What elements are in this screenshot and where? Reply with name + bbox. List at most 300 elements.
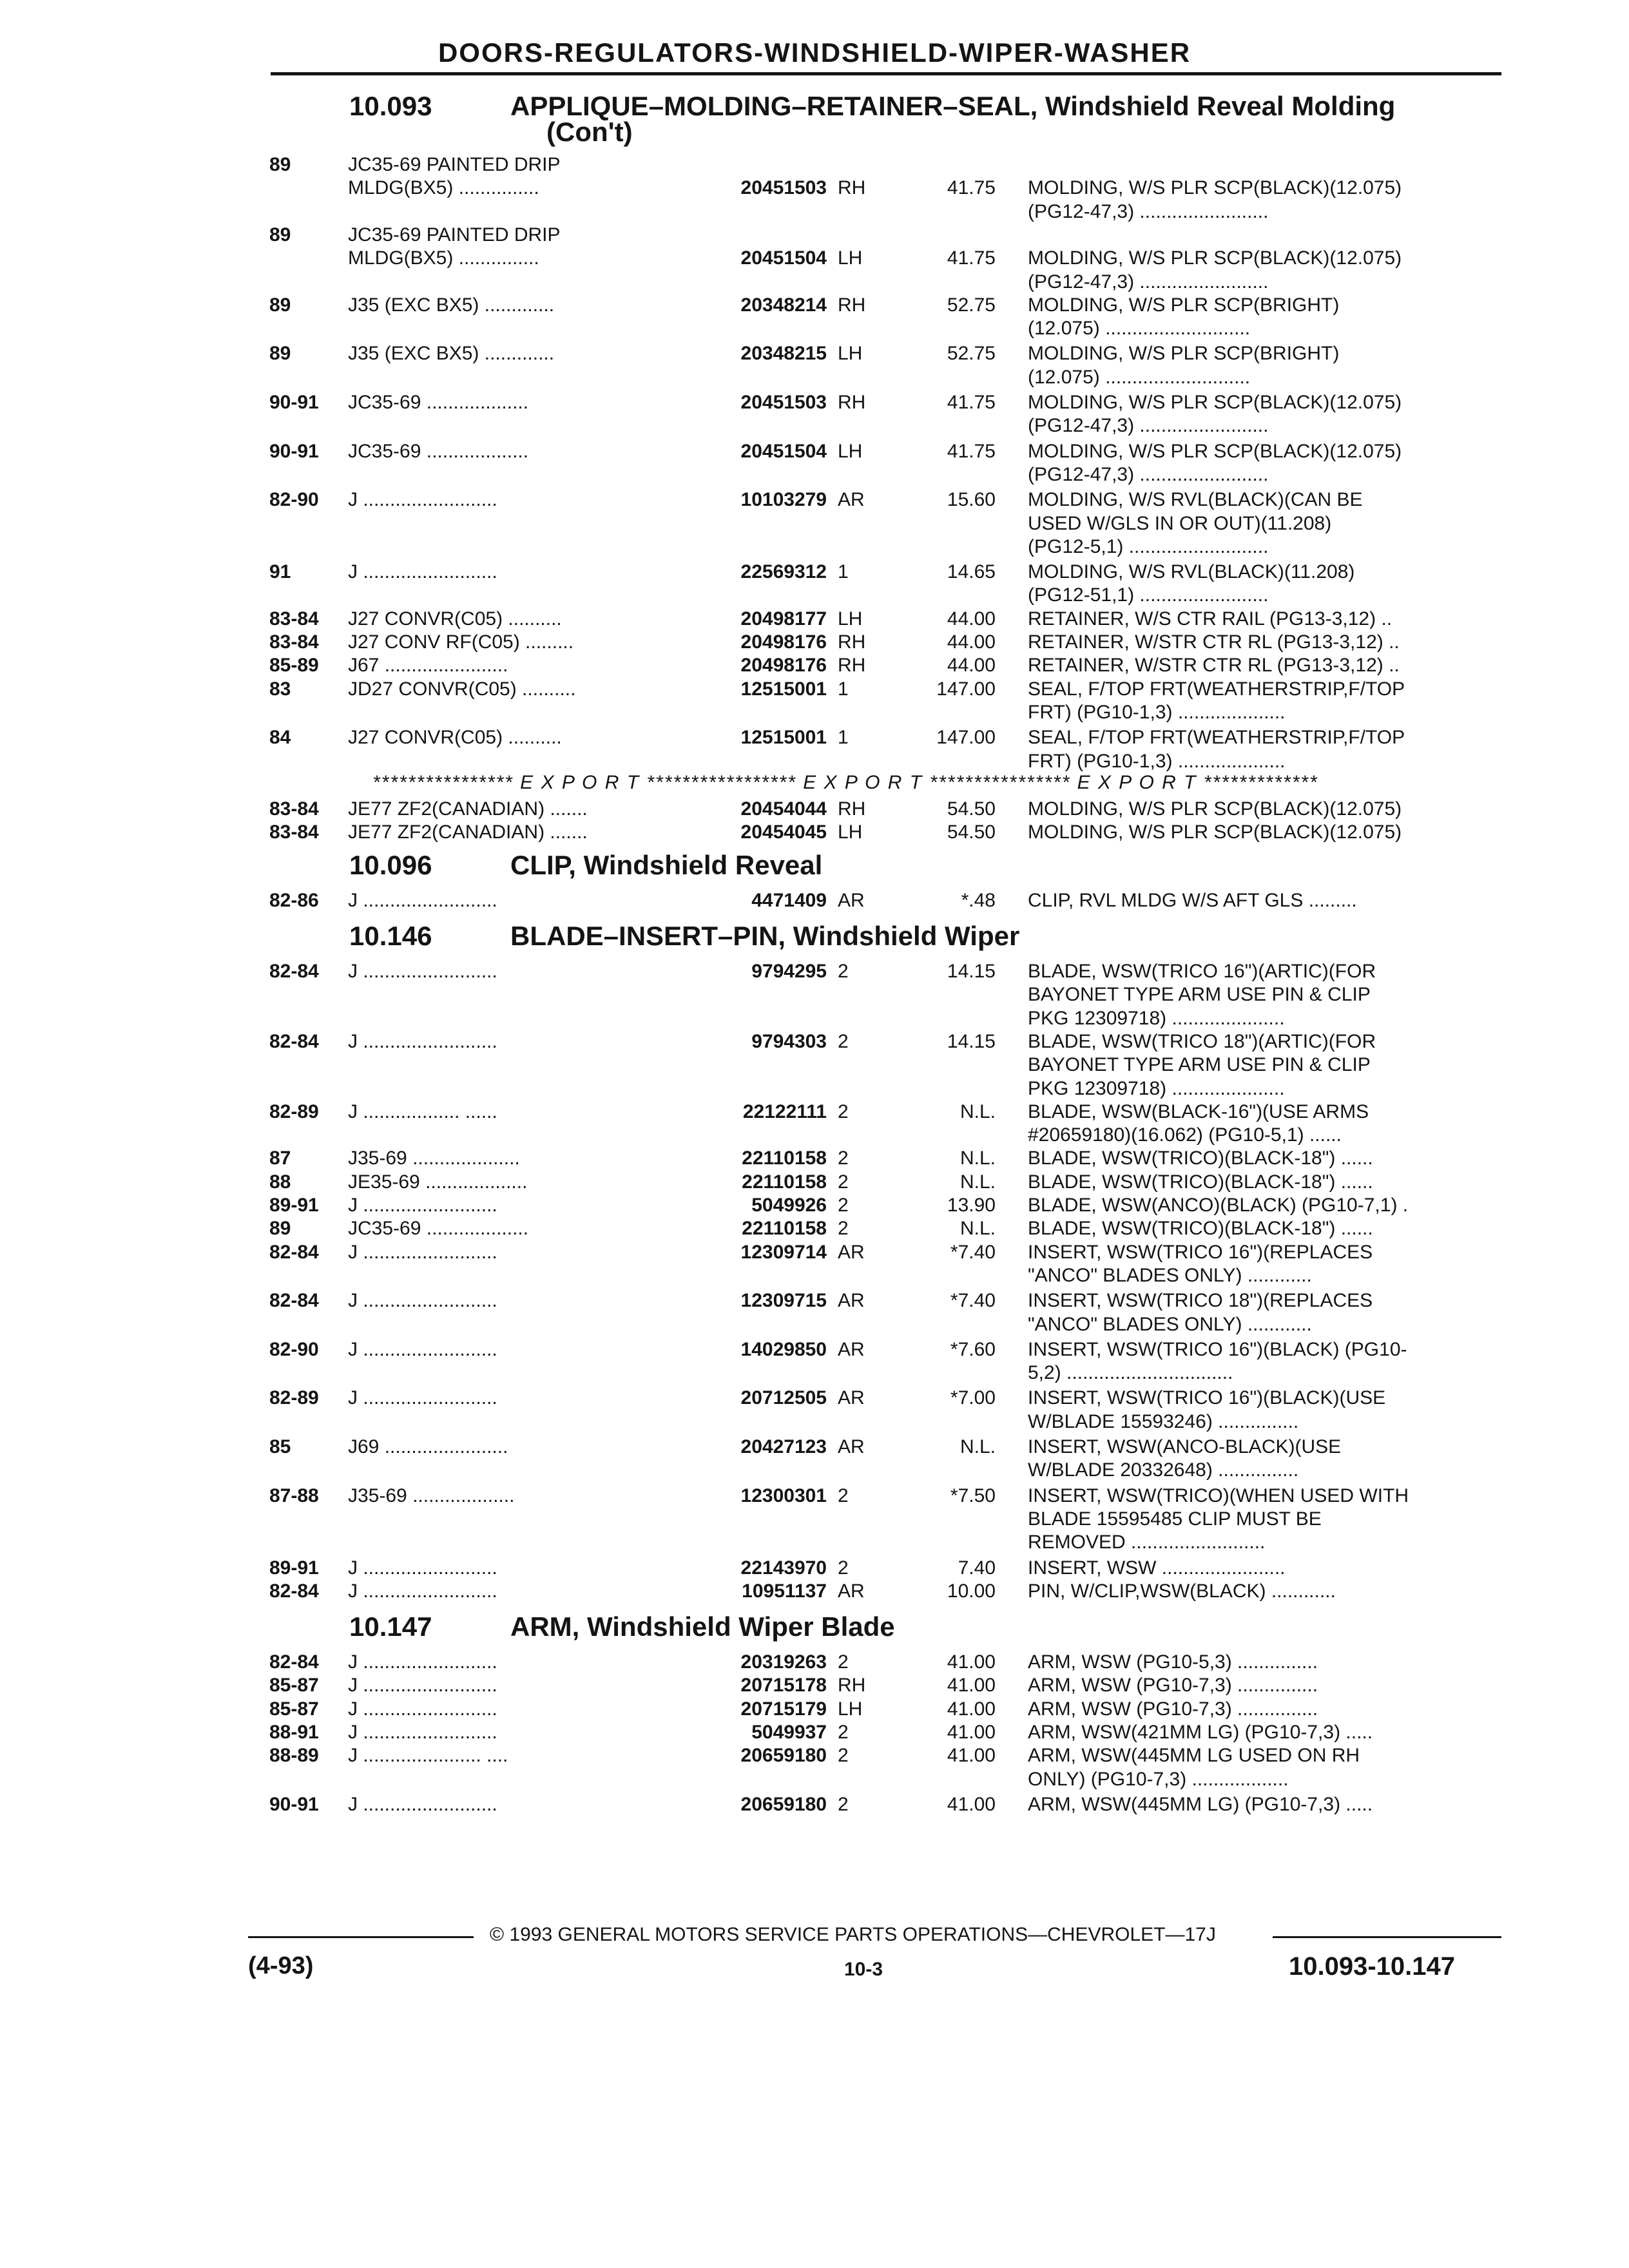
model-year: 89 (269, 224, 291, 245)
quantity: RH (838, 294, 866, 316)
price: 41.75 (947, 247, 996, 269)
model-year: 82-84 (269, 1241, 319, 1263)
part-number: 22122111 (742, 1100, 827, 1122)
part-number: 20451504 (740, 247, 827, 269)
application: J ......................... (348, 1290, 497, 1312)
part-description: PKG 12309718) ..................... (1028, 1007, 1285, 1029)
part-description: #20659180)(16.062) (PG10-5,1) ...... (1028, 1124, 1342, 1146)
part-description: "ANCO" BLADES ONLY) ............ (1028, 1313, 1312, 1335)
model-year: 82-84 (269, 1580, 319, 1602)
price: 41.00 (947, 1745, 996, 1767)
price: N.L. (959, 1218, 996, 1240)
table-row (0, 960, 1629, 983)
section-continued-label: (Con't) (546, 117, 633, 147)
price: *7.50 (950, 1485, 996, 1506)
model-year: 84 (269, 727, 291, 749)
footer-rule-left (248, 1936, 474, 1938)
model-year: 89 (269, 294, 291, 316)
quantity: LH (838, 1698, 863, 1720)
price: 41.75 (947, 440, 996, 462)
table-row (0, 1171, 1629, 1194)
section-number: 10.147 (349, 1611, 432, 1642)
part-description: BAYONET TYPE ARM USE PIN & CLIP (1028, 1054, 1371, 1076)
table-row (0, 488, 1629, 512)
part-description: W/BLADE 20332648) ............... (1028, 1459, 1299, 1481)
application: JC35-69 PAINTED DRIP (348, 224, 561, 245)
part-description: MOLDING, W/S PLR SCP(BLACK)(12.075) (1028, 247, 1402, 269)
model-year: 83-84 (269, 631, 319, 653)
table-row (0, 224, 1629, 247)
application: J ......................... (348, 1651, 497, 1673)
part-description: BLADE 15595485 CLIP MUST BE (1028, 1508, 1322, 1530)
model-year: 89 (269, 1218, 291, 1240)
table-row (0, 561, 1629, 584)
application: JC35-69 ................... (348, 1218, 529, 1240)
price: N.L. (959, 1171, 996, 1193)
part-description: INSERT, WSW(TRICO 16")(BLACK)(USE (1028, 1387, 1386, 1409)
model-year: 82-86 (269, 890, 319, 911)
table-row (0, 414, 1629, 437)
part-description: RETAINER, W/STR CTR RL (PG13-3,12) .. (1028, 655, 1400, 677)
table-row (0, 1651, 1629, 1674)
table-row (0, 1531, 1629, 1554)
table-row (0, 200, 1629, 224)
part-number: 22569312 (740, 561, 827, 583)
application: J ......................... (348, 489, 497, 511)
quantity: 2 (838, 1721, 849, 1743)
footer-page-number: 10-3 (844, 1959, 883, 1980)
part-number: 22110158 (742, 1148, 827, 1169)
part-description: MOLDING, W/S PLR SCP(BRIGHT) (1028, 294, 1340, 316)
model-year: 82-89 (269, 1387, 319, 1409)
table-row (0, 1361, 1629, 1385)
part-description: PKG 12309718) ..................... (1028, 1077, 1285, 1099)
footer-rule-right (1273, 1936, 1501, 1938)
quantity: 1 (838, 727, 849, 749)
model-year: 88 (269, 1171, 291, 1193)
model-year: 88-91 (269, 1721, 319, 1743)
quantity: 2 (838, 1218, 849, 1240)
table-row (0, 1124, 1629, 1147)
model-year: 85-87 (269, 1698, 319, 1720)
model-year: 85-89 (269, 655, 319, 677)
application: J ......................... (348, 1030, 497, 1052)
quantity: RH (838, 1675, 866, 1696)
part-description: ARM, WSW (PG10-7,3) ............... (1028, 1698, 1318, 1720)
quantity: 2 (838, 1793, 849, 1815)
part-number: 5049926 (751, 1195, 827, 1216)
model-year: 82-90 (269, 489, 319, 511)
section-title: BLADE–INSERT–PIN, Windshield Wiper (510, 921, 1020, 951)
table-row (0, 750, 1629, 773)
part-number: 4471409 (751, 890, 827, 911)
quantity: 1 (838, 678, 849, 700)
quantity: AR (838, 1338, 865, 1360)
quantity: RH (838, 177, 866, 199)
quantity: LH (838, 608, 863, 629)
part-number: 12515001 (740, 678, 827, 700)
section-title: CLIP, Windshield Reveal (510, 850, 823, 880)
table-row (0, 463, 1629, 486)
table-row (0, 1721, 1629, 1744)
application: J ......................... (348, 1793, 497, 1815)
part-description: (PG12-47,3) ........................ (1028, 415, 1269, 437)
part-description: (PG12-47,3) ........................ (1028, 200, 1269, 222)
model-year: 82-84 (269, 1651, 319, 1673)
application: J ......................... (348, 1338, 497, 1360)
application: J35-69 .................... (348, 1148, 520, 1169)
quantity: AR (838, 1580, 865, 1602)
part-number: 20498176 (740, 631, 827, 653)
price: 41.00 (947, 1698, 996, 1720)
quantity: LH (838, 247, 863, 269)
part-description: INSERT, WSW ....................... (1028, 1557, 1286, 1579)
model-year: 82-84 (269, 961, 319, 982)
part-number: 20715178 (740, 1675, 827, 1696)
part-number: 20451503 (740, 392, 827, 413)
table-row (0, 1147, 1629, 1170)
section-title: APPLIQUE–MOLDING–RETAINER–SEAL, Windshield Reveal Molding (510, 91, 1396, 121)
part-description: W/BLADE 15593246) ............... (1028, 1410, 1299, 1432)
price: 147.00 (936, 727, 996, 749)
table-row (0, 654, 1629, 677)
table-row (0, 177, 1629, 200)
model-year: 89 (269, 343, 291, 365)
table-row (0, 1387, 1629, 1410)
table-row (0, 391, 1629, 414)
application: J ......................... (348, 1387, 497, 1409)
table-row (0, 726, 1629, 749)
application: J ......................... (348, 561, 497, 583)
quantity: AR (838, 890, 865, 911)
model-year: 87-88 (269, 1485, 319, 1506)
page-header-title: DOORS-REGULATORS-WINDSHIELD-WIPER-WASHER (438, 37, 1191, 68)
part-description: BLADE, WSW(ANCO)(BLACK) (PG10-7,1) . (1028, 1195, 1409, 1216)
part-number: 20451504 (740, 440, 827, 462)
quantity: 2 (838, 1030, 849, 1052)
price: 7.40 (958, 1557, 996, 1579)
application: J ......................... (348, 961, 497, 982)
part-description: INSERT, WSW(ANCO-BLACK)(USE (1028, 1436, 1342, 1457)
application: J35 (EXC BX5) ............. (348, 294, 555, 316)
price: 41.75 (947, 177, 996, 199)
table-row (0, 608, 1629, 631)
application: J ......................... (348, 1580, 497, 1602)
model-year: 85 (269, 1436, 291, 1457)
part-number: 9794303 (751, 1030, 827, 1052)
footer-date-code: (4-93) (248, 1952, 314, 1979)
quantity: 1 (838, 561, 849, 583)
application: J ......................... (348, 1721, 497, 1743)
application: MLDG(BX5) ............... (348, 247, 539, 269)
part-description: MOLDING, W/S PLR SCP(BLACK)(12.075) (1028, 822, 1402, 843)
application: J27 CONV RF(C05) ......... (348, 631, 574, 653)
table-row (0, 1053, 1629, 1077)
price: 41.00 (947, 1793, 996, 1815)
part-number: 10951137 (742, 1580, 827, 1602)
quantity: 2 (838, 1745, 849, 1767)
model-year: 90-91 (269, 440, 319, 462)
quantity: RH (838, 631, 866, 653)
model-year: 89-91 (269, 1195, 319, 1216)
section-number: 10.093 (349, 91, 432, 121)
price: 44.00 (947, 608, 996, 629)
part-number: 12515001 (740, 727, 827, 749)
application: JC35-69 ................... (348, 440, 529, 462)
part-description: BLADE, WSW(BLACK-16")(USE ARMS (1028, 1100, 1369, 1122)
part-description: MOLDING, W/S PLR SCP(BLACK)(12.075) (1028, 440, 1402, 462)
price: 10.00 (947, 1580, 996, 1602)
quantity: 2 (838, 1557, 849, 1579)
table-row (0, 1194, 1629, 1217)
table-row (0, 1557, 1629, 1580)
part-description: FRT) (PG10-1,3) .................... (1028, 750, 1286, 772)
table-row (0, 678, 1629, 701)
quantity: 2 (838, 1171, 849, 1193)
table-row (0, 153, 1629, 177)
application: J35 (EXC BX5) ............. (348, 343, 555, 365)
quantity: RH (838, 798, 866, 820)
price: 54.50 (947, 798, 996, 820)
part-description: MOLDING, W/S PLR SCP(BLACK)(12.075) (1028, 177, 1402, 199)
part-description: ARM, WSW(445MM LG) (PG10-7,3) ..... (1028, 1793, 1373, 1815)
application: JD27 CONVR(C05) .......... (348, 678, 576, 700)
quantity: 2 (838, 961, 849, 982)
table-row (0, 1100, 1629, 1124)
part-number: 20498177 (740, 608, 827, 629)
price: 147.00 (936, 678, 996, 700)
part-number: 20454045 (740, 822, 827, 843)
part-description: ARM, WSW(445MM LG USED ON RH (1028, 1745, 1360, 1767)
part-description: BLADE, WSW(TRICO 18")(ARTIC)(FOR (1028, 1030, 1376, 1052)
table-row (0, 1410, 1629, 1434)
part-description: (PG12-51,1) ........................ (1028, 584, 1269, 606)
part-number: 20715179 (740, 1698, 827, 1720)
section-title: ARM, Windshield Wiper Blade (510, 1611, 895, 1642)
application: J67 ....................... (348, 655, 508, 677)
table-row (0, 1485, 1629, 1508)
application: JE77 ZF2(CANADIAN) ....... (348, 822, 588, 843)
price: *7.60 (950, 1338, 996, 1360)
part-number: 22110158 (742, 1171, 827, 1193)
price: 41.75 (947, 392, 996, 413)
part-description: MOLDING, W/S PLR SCP(BRIGHT) (1028, 343, 1340, 365)
model-year: 85-87 (269, 1675, 319, 1696)
model-year: 88-89 (269, 1745, 319, 1767)
table-row (0, 1030, 1629, 1053)
table-row (0, 342, 1629, 365)
footer-copyright: © 1993 GENERAL MOTORS SERVICE PARTS OPERATIONS—CHEVROLET—17J (490, 1924, 1216, 1945)
model-year: 87 (269, 1148, 291, 1169)
part-number: 20659180 (740, 1793, 827, 1815)
quantity: AR (838, 1436, 865, 1457)
part-description: 5,2) ............................... (1028, 1362, 1233, 1384)
part-number: 9794295 (751, 961, 827, 982)
part-description: MOLDING, W/S RVL(BLACK)(CAN BE (1028, 489, 1363, 511)
part-number: 20454044 (740, 798, 827, 820)
table-row (0, 1217, 1629, 1240)
model-year: 82-90 (269, 1338, 319, 1360)
model-year: 83-84 (269, 822, 319, 843)
part-number: 12309714 (740, 1241, 827, 1263)
model-year: 83-84 (269, 798, 319, 820)
table-row (0, 1580, 1629, 1603)
table-row (0, 584, 1629, 607)
part-description: (PG12-47,3) ........................ (1028, 463, 1269, 485)
part-number: 20319263 (740, 1651, 827, 1673)
part-number: 14029850 (740, 1338, 827, 1360)
table-row (0, 512, 1629, 535)
part-description: SEAL, F/TOP FRT(WEATHERSTRIP,F/TOP (1028, 678, 1405, 700)
part-description: (12.075) ........................... (1028, 318, 1251, 340)
application: JC35-69 PAINTED DRIP (348, 154, 561, 175)
table-row (0, 535, 1629, 559)
quantity: LH (838, 343, 863, 365)
part-description: REMOVED ......................... (1028, 1532, 1266, 1553)
table-row (0, 271, 1629, 294)
part-description: INSERT, WSW(TRICO 16")(BLACK) (PG10- (1028, 1338, 1407, 1360)
model-year: 90-91 (269, 392, 319, 413)
part-number: 12300301 (740, 1485, 827, 1506)
table-row (0, 631, 1629, 654)
application: J ......................... (348, 1698, 497, 1720)
table-row (0, 440, 1629, 463)
quantity: AR (838, 1241, 865, 1263)
price: 41.00 (947, 1721, 996, 1743)
quantity: AR (838, 1387, 865, 1409)
price: 54.50 (947, 822, 996, 843)
table-row (0, 294, 1629, 317)
part-number: 22110158 (742, 1218, 827, 1240)
part-number: 20348215 (740, 343, 827, 365)
part-description: MOLDING, W/S PLR SCP(BLACK)(12.075) (1028, 798, 1402, 820)
table-row (0, 1313, 1629, 1336)
table-row (0, 1436, 1629, 1459)
price: 41.00 (947, 1651, 996, 1673)
part-number: 20427123 (740, 1436, 827, 1457)
part-description: ARM, WSW (PG10-5,3) ............... (1028, 1651, 1318, 1673)
table-row (0, 1289, 1629, 1312)
table-row (0, 366, 1629, 389)
price: 44.00 (947, 655, 996, 677)
model-year: 83 (269, 678, 291, 700)
table-row (0, 889, 1629, 912)
part-description: PIN, W/CLIP,WSW(BLACK) ............ (1028, 1580, 1336, 1602)
price: 14.65 (947, 561, 996, 583)
part-description: (PG12-5,1) .......................... (1028, 535, 1269, 557)
quantity: RH (838, 655, 866, 677)
part-description: INSERT, WSW(TRICO 18")(REPLACES (1028, 1290, 1373, 1312)
application: J .................. ...... (348, 1100, 497, 1122)
table-row (0, 1077, 1629, 1100)
part-number: 22143970 (740, 1557, 827, 1579)
price: N.L. (959, 1436, 996, 1457)
table-row (0, 247, 1629, 270)
quantity: 2 (838, 1195, 849, 1216)
part-description: FRT) (PG10-1,3) .................... (1028, 701, 1286, 723)
model-year: 89-91 (269, 1557, 319, 1579)
table-row (0, 1674, 1629, 1697)
table-row (0, 1793, 1629, 1816)
application: J27 CONVR(C05) .......... (348, 727, 562, 749)
section-number: 10.146 (349, 921, 432, 951)
price: 15.60 (947, 489, 996, 511)
part-description: RETAINER, W/STR CTR RL (PG13-3,12) .. (1028, 631, 1400, 653)
model-year: 82-84 (269, 1290, 319, 1312)
part-number: 5049937 (751, 1721, 827, 1743)
table-row (0, 1007, 1629, 1030)
application: MLDG(BX5) ............... (348, 177, 539, 199)
application: J69 ....................... (348, 1436, 508, 1457)
model-year: 89 (269, 154, 291, 175)
application: J ......................... (348, 1557, 497, 1579)
part-number: 20712505 (740, 1387, 827, 1409)
part-description: INSERT, WSW(TRICO 16")(REPLACES (1028, 1241, 1373, 1263)
part-number: 20348214 (740, 294, 827, 316)
part-description: ARM, WSW (PG10-7,3) ............... (1028, 1675, 1318, 1696)
table-row (0, 1768, 1629, 1791)
price: *7.00 (950, 1387, 996, 1409)
table-row (0, 701, 1629, 724)
price: 52.75 (947, 343, 996, 365)
application: J ......................... (348, 1195, 497, 1216)
quantity: RH (838, 392, 866, 413)
part-description: ONLY) (PG10-7,3) .................. (1028, 1768, 1289, 1790)
part-description: MOLDING, W/S PLR SCP(BLACK)(12.075) (1028, 392, 1402, 413)
part-description: SEAL, F/TOP FRT(WEATHERSTRIP,F/TOP (1028, 727, 1405, 749)
quantity: 2 (838, 1100, 849, 1122)
price: *7.40 (950, 1290, 996, 1312)
model-year: 83-84 (269, 608, 319, 629)
table-row (0, 983, 1629, 1006)
application: J ......................... (348, 1675, 497, 1696)
part-description: (12.075) ........................... (1028, 366, 1251, 388)
model-year: 82-89 (269, 1100, 319, 1122)
application: J ......................... (348, 890, 497, 911)
application: JC35-69 ................... (348, 392, 529, 413)
application: JE35-69 ................... (348, 1171, 528, 1193)
quantity: 2 (838, 1651, 849, 1673)
table-row (0, 1241, 1629, 1264)
quantity: 2 (838, 1485, 849, 1506)
table-row (0, 1508, 1629, 1531)
price: 52.75 (947, 294, 996, 316)
export-banner: **************** E X P O R T ***************** E X P O R T **************** E X P O R T ************* (372, 772, 1318, 793)
table-row (0, 1264, 1629, 1287)
part-description: BLADE, WSW(TRICO)(BLACK-18") ...... (1028, 1148, 1373, 1169)
price: N.L. (959, 1148, 996, 1169)
quantity: AR (838, 489, 865, 511)
part-description: BLADE, WSW(TRICO)(BLACK-18") ...... (1028, 1171, 1373, 1193)
section-number: 10.096 (349, 850, 432, 880)
price: 44.00 (947, 631, 996, 653)
price: N.L. (959, 1100, 996, 1122)
table-row (0, 1698, 1629, 1721)
table-row (0, 1744, 1629, 1767)
part-number: 20451503 (740, 177, 827, 199)
part-number: 10103279 (740, 489, 827, 511)
price: 14.15 (947, 961, 996, 982)
part-description: RETAINER, W/S CTR RAIL (PG13-3,12) .. (1028, 608, 1393, 629)
application: JE77 ZF2(CANADIAN) ....... (348, 798, 588, 820)
part-description: USED W/GLS IN OR OUT)(11.208) (1028, 512, 1332, 534)
part-description: (PG12-47,3) ........................ (1028, 271, 1269, 293)
part-description: "ANCO" BLADES ONLY) ............ (1028, 1264, 1312, 1286)
part-description: BAYONET TYPE ARM USE PIN & CLIP (1028, 984, 1371, 1006)
table-row (0, 317, 1629, 340)
price: *.48 (961, 890, 996, 911)
quantity: AR (838, 1290, 865, 1312)
